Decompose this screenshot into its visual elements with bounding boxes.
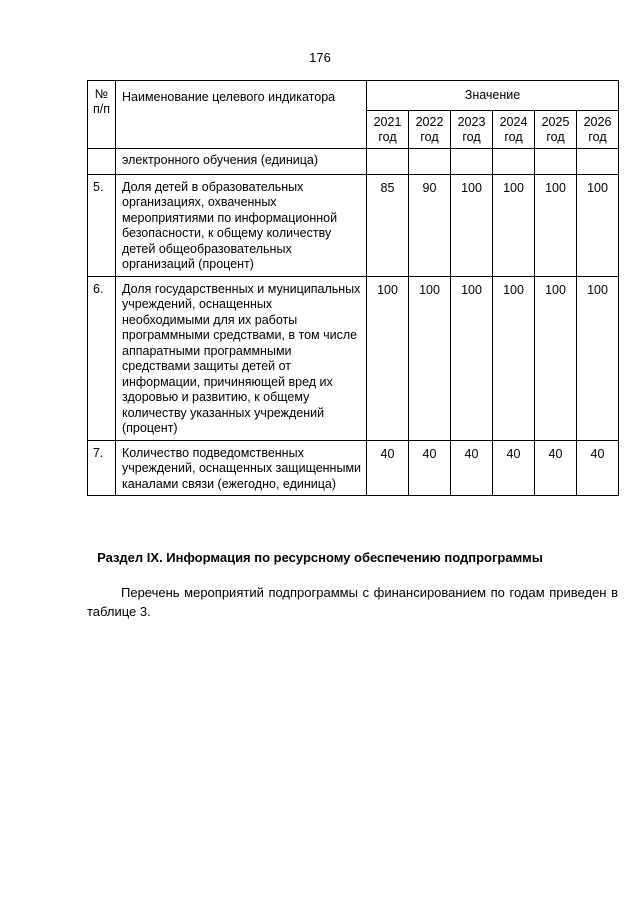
table-row <box>88 174 619 276</box>
table-row <box>88 276 619 440</box>
section-title: Раздел IX. Информация по ресурсному обеспечению подпрограммы <box>97 550 543 565</box>
value-cell: 100 <box>367 276 409 440</box>
header-value: Значение <box>367 81 619 111</box>
row-num: 5. <box>88 174 116 276</box>
value-cell <box>577 149 619 175</box>
value-cell: 85 <box>367 174 409 276</box>
header-name: Наименование целевого индикатора <box>116 81 367 149</box>
value-cell: 100 <box>577 174 619 276</box>
value-cell: 100 <box>577 276 619 440</box>
row-num: 6. <box>88 276 116 440</box>
table-row <box>88 440 619 496</box>
year-label: 2026 <box>583 115 612 129</box>
year-unit: год <box>588 130 607 144</box>
header-num: № п/п <box>88 81 116 149</box>
value-cell: 90 <box>409 174 451 276</box>
value-cell: 100 <box>493 174 535 276</box>
header-year <box>409 111 451 149</box>
row-name: Доля детей в образовательных организациях, охваченных мероприятиями по информационной безопасности, к общему количеству детей общеобразовательных организаций (процент) <box>116 174 367 276</box>
row-name: Количество подведомственных учреждений, оснащенных защищенными каналами связи (ежегодно, единица) <box>116 440 367 496</box>
page-number: 176 <box>309 50 331 65</box>
section-paragraph: Перечень мероприятий подпрограммы с финансированием по годам приведен в таблице 3. <box>87 585 618 619</box>
value-cell <box>493 149 535 175</box>
value-cell <box>451 149 493 175</box>
value-cell: 100 <box>535 174 577 276</box>
header-year <box>367 111 409 149</box>
year-label: 2022 <box>415 115 444 129</box>
year-unit: год <box>504 130 523 144</box>
value-cell: 100 <box>535 276 577 440</box>
row-num <box>88 149 116 175</box>
value-cell: 40 <box>451 440 493 496</box>
value-cell <box>535 149 577 175</box>
header-row <box>88 81 619 111</box>
value-cell: 100 <box>409 276 451 440</box>
header-year <box>577 111 619 149</box>
value-cell <box>409 149 451 175</box>
year-unit: год <box>420 130 439 144</box>
continuation-row <box>88 149 619 175</box>
year-unit: год <box>462 130 481 144</box>
value-cell <box>367 149 409 175</box>
year-label: 2024 <box>499 115 528 129</box>
year-label: 2021 <box>373 115 402 129</box>
year-unit: год <box>378 130 397 144</box>
indicators-table <box>87 80 619 496</box>
value-cell: 40 <box>409 440 451 496</box>
header-year <box>493 111 535 149</box>
row-num: 7. <box>88 440 116 496</box>
year-label: 2025 <box>541 115 570 129</box>
value-cell: 100 <box>451 174 493 276</box>
row-name: Доля государственных и муниципальных учреждений, оснащенных необходимыми для их работы программными средствами, в том числе аппаратными программными средствами защиты детей от информации, причиняющей вред их здоровью и развитию, к общему количеству указанных учреждений (процент) <box>116 276 367 440</box>
value-cell: 40 <box>577 440 619 496</box>
value-cell: 40 <box>493 440 535 496</box>
value-cell: 40 <box>367 440 409 496</box>
header-year <box>451 111 493 149</box>
year-unit: год <box>546 130 565 144</box>
value-cell: 40 <box>535 440 577 496</box>
year-label: 2023 <box>457 115 486 129</box>
value-cell: 100 <box>493 276 535 440</box>
value-cell: 100 <box>451 276 493 440</box>
header-year <box>535 111 577 149</box>
row-name: электронного обучения (единица) <box>116 149 367 175</box>
